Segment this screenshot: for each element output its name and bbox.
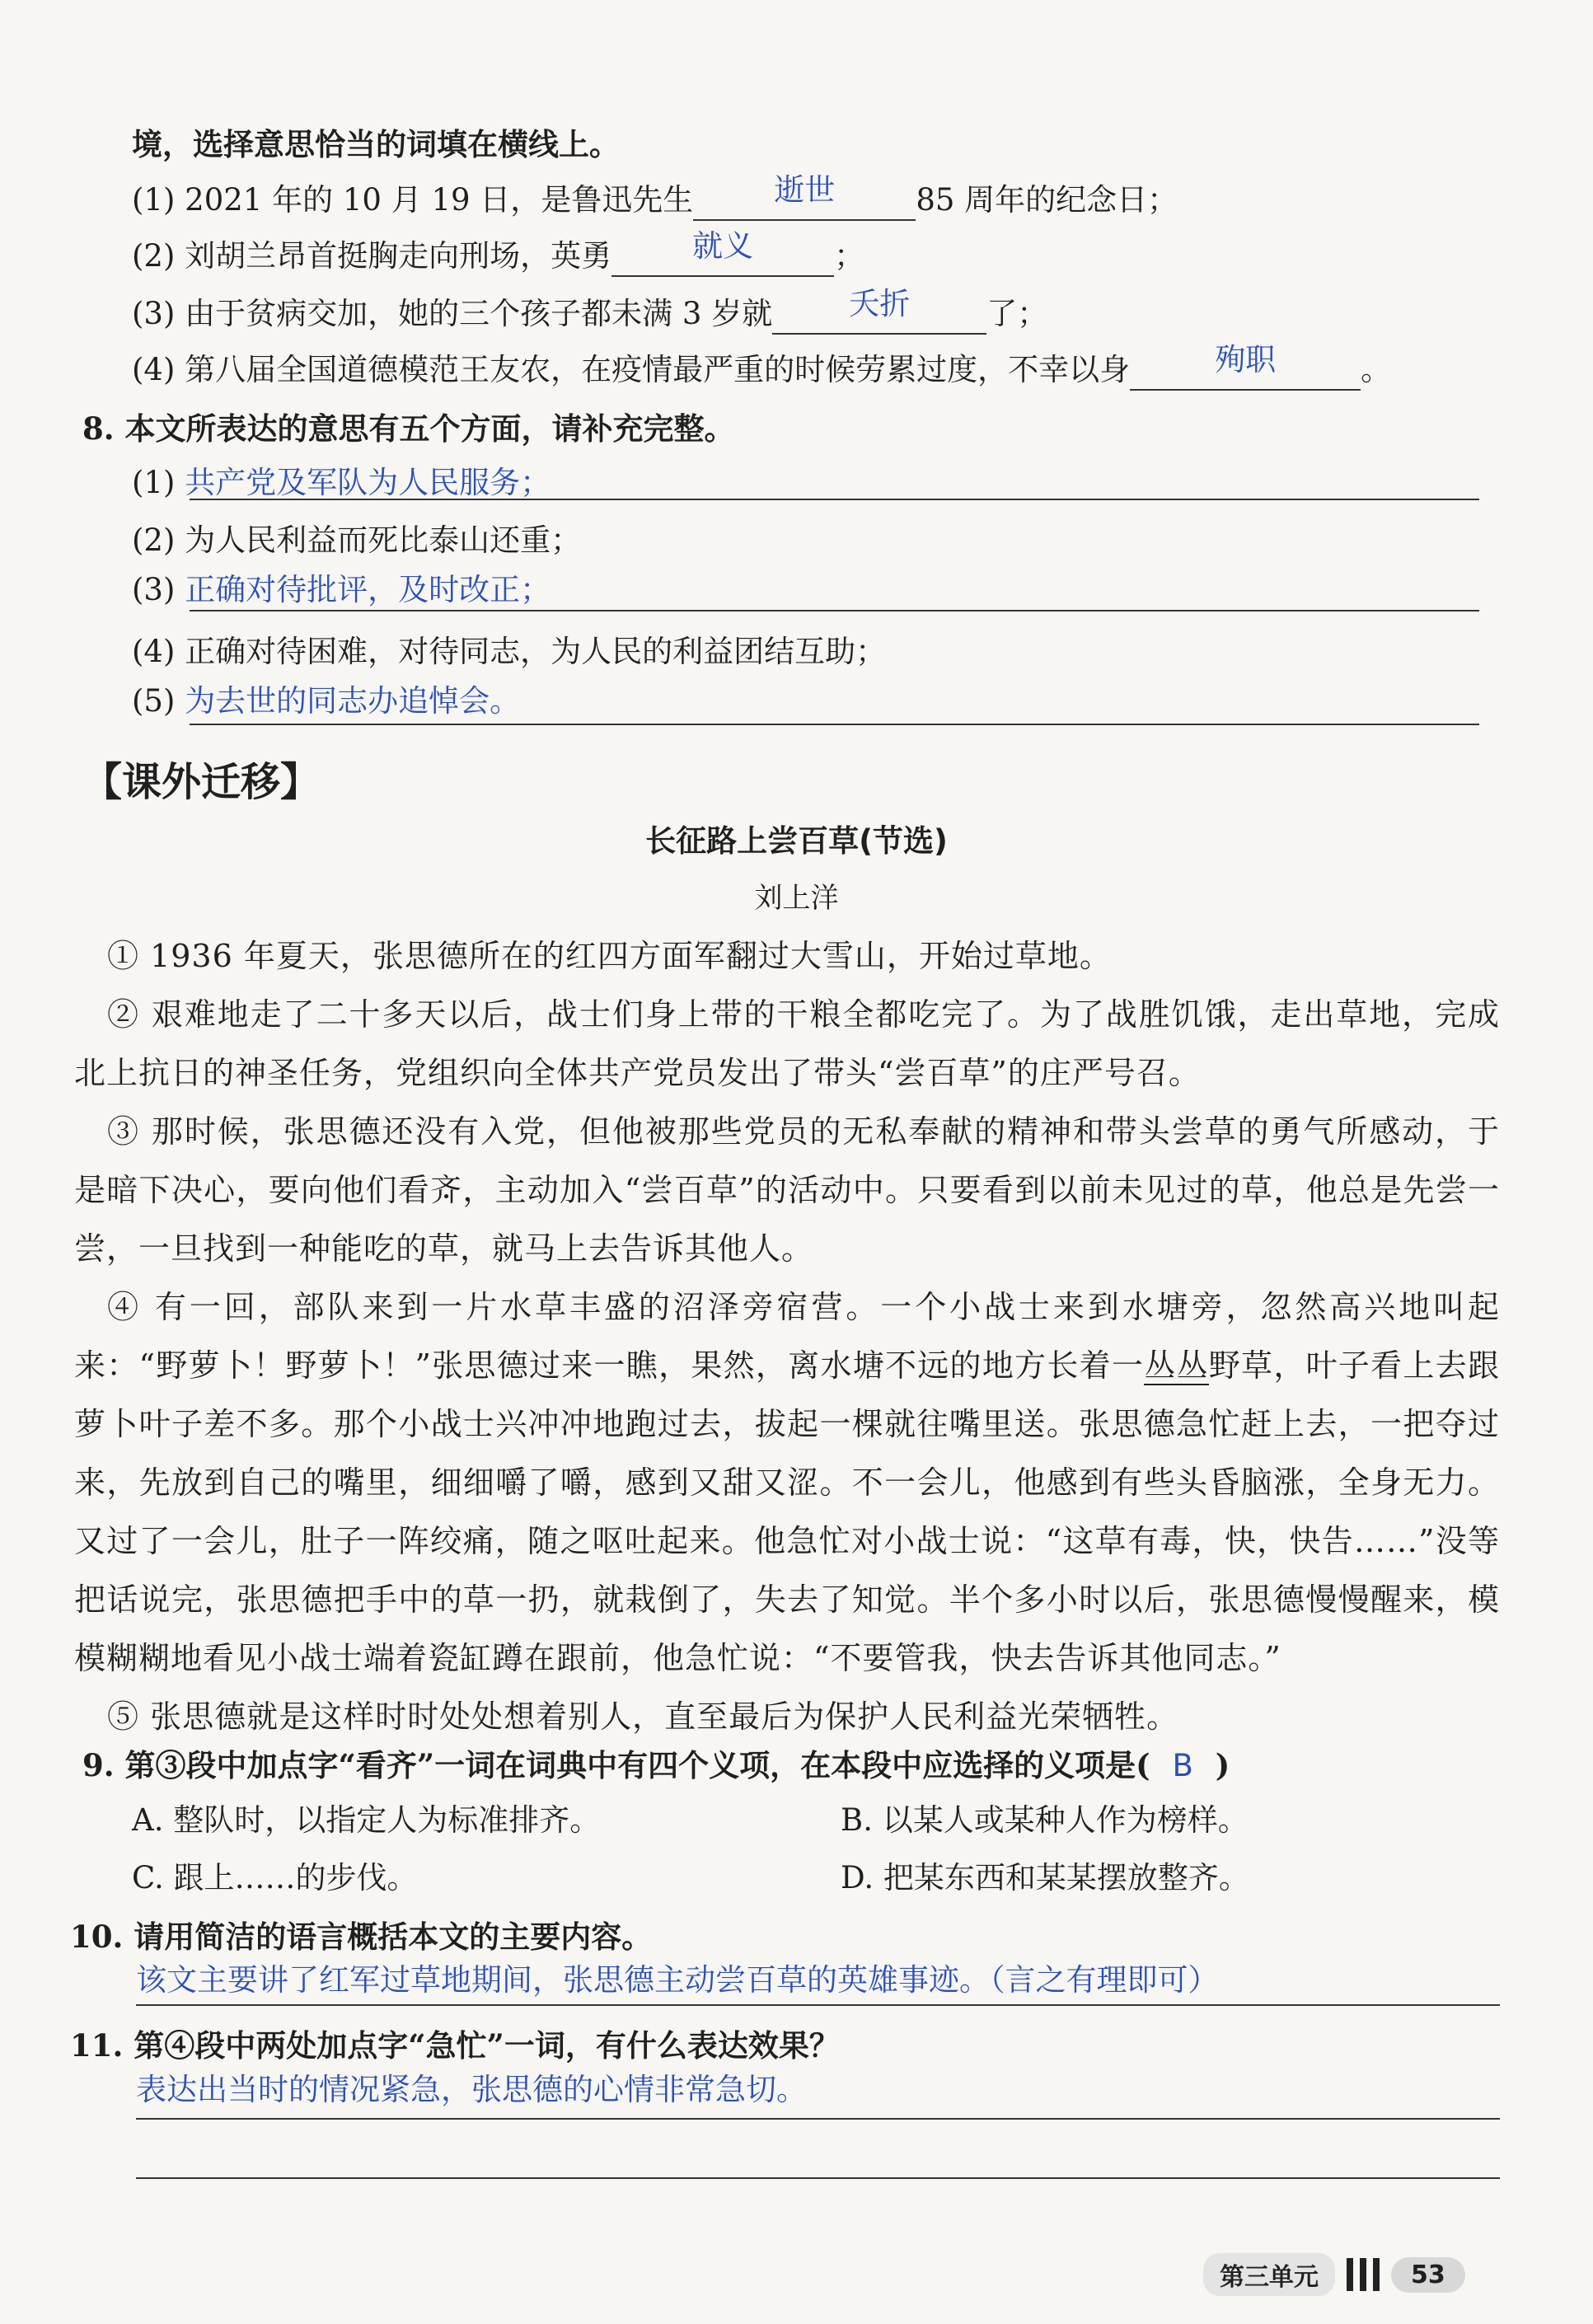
q9-text: 第③段中加点字“看齐”一词在词典中有四个义项，在本段中应选择的义项是(: [124, 1747, 1150, 1783]
q8-number: 8.: [82, 410, 115, 447]
p4-part-d: 对小战士说：“这草有毒，快，快告……”没等把话说完，张思德把手中的草一扔，就栽倒了，失去了知觉。半个多小时以后，张思德慢慢醒来，模模糊糊地看见小战士端着瓷缸蹲在跟前，他急忙说：“不要管我，快去告诉其他同志。”: [74, 1523, 1500, 1676]
q8-answer-line-3[interactable]: [190, 610, 1479, 611]
q7-blank-1[interactable]: [693, 172, 916, 221]
q9-close: ): [1215, 1747, 1230, 1783]
underlined-word: 丛丛: [1144, 1347, 1209, 1384]
q7-item-4-after: 。: [1361, 352, 1392, 387]
q8-answer-3: 正确对待批评，及时改正；: [185, 572, 551, 607]
q11-question: [70, 2021, 1593, 2065]
q7-answer-4: 殉职: [1215, 342, 1277, 377]
page-footer: [1203, 2254, 1465, 2295]
q8-text: 本文所表达的意思有五个方面，请补充完整。: [124, 410, 735, 447]
q7-item-1-after: 85 周年的纪念日；: [916, 182, 1178, 218]
q7-item-3-before: (3) 由于贫病交加，她的三个孩子都未满 3 岁就: [132, 296, 773, 331]
q9-option-b: B. 以某人或某种人作为榜样。: [841, 1802, 1249, 1838]
q7-item-3: [132, 288, 1593, 335]
q8-item-1: [132, 457, 1593, 502]
q7-item-1: [132, 172, 1593, 221]
q7-item-4-before: (4) 第八届全国道德模范王友农，在疫情最严重的时候劳累过度，不幸以身: [132, 352, 1131, 387]
q7-intro: 境，选择意思恰当的词填在横线上。: [132, 126, 620, 162]
q9-option-a: A. 整队时，以指定人为标准排齐。: [132, 1802, 601, 1838]
p4-part-c: 赶上去，一把夺过来，先放到自己的嘴里，细细嚼了嚼，感到又甜又涩。不一会儿，他感到有些头昏脑涨，全身无力。又过了一会儿，肚子一阵绞痛，随之呕吐起来。他: [74, 1406, 1500, 1559]
q8-answer-1: 共产党及军队为人民服务；: [185, 465, 551, 500]
p3-part-a: ③ 那时候，张思德还没有入党，但他被那些党员的无私奉献的精神和带头尝草的勇气所感动，于是暗下决心，要向他们: [74, 1113, 1500, 1208]
q11-answer-line-1[interactable]: [136, 2118, 1500, 2120]
q8-item-5-label: (5): [132, 683, 176, 719]
q7-item-2-after: ；: [834, 238, 865, 274]
q7-item-4: [132, 344, 1593, 391]
q7-item-3-after: 了；: [986, 296, 1048, 331]
q8-item-1-label: (1): [132, 465, 176, 500]
passage-paragraph-5: ⑤ 张思德就是这样时时处处想着别人，直至最后为保护人民利益光荣牺牲。: [107, 1698, 1179, 1735]
q8-answer-line-1[interactable]: [190, 499, 1479, 500]
q7-item-1-before: (1) 2021 年的 10 月 19 日，是鲁迅先生: [132, 182, 694, 218]
q11-answer: 表达出当时的情况紧急，张思德的心情非常急切。: [136, 2072, 807, 2107]
q7-answer-2: 就义: [692, 228, 754, 264]
dotted-word-jimang-2: 急忙 •: [786, 1523, 851, 1559]
q7-answer-1: 逝世: [774, 172, 836, 208]
q9-answer[interactable]: B: [1172, 1748, 1193, 1783]
q7-item-2-before: (2) 刘胡兰昂首挺胸走向刑场，英勇: [132, 238, 612, 274]
q10-question: [70, 1912, 1593, 1956]
q7-item-2: [132, 228, 1593, 277]
passage-title: 长征路上尝百草(节选): [645, 823, 948, 859]
q8-item-3-label: (3): [132, 572, 176, 607]
p4-part-b: 野草，叶子看上去跟萝卜叶子差不多。那个小战士兴冲冲地跑过去，拔起一棵就往嘴里送。张思德: [74, 1347, 1500, 1442]
q8-item-4-text: 正确对待困难，对待同志，为人民的利益团结互助；: [185, 634, 887, 669]
q10-answer: 该文主要讲了红军过草地期间，张思德主动尝百草的英雄事迹。（言之有理即可）: [136, 1962, 1219, 1998]
q8-item-4-label: (4): [132, 634, 176, 669]
q11-number: 11.: [70, 2027, 124, 2064]
q8-item-3: [132, 565, 1593, 609]
q8-item-5: [132, 676, 1593, 720]
q8-answer-line-5[interactable]: [190, 724, 1479, 725]
passage-paragraph-1: ① 1936 年夏天，张思德所在的红四方面军翻过大雪山，开始过草地。: [107, 938, 1112, 974]
q9-option-c: C. 跟上……的步伐。: [132, 1860, 418, 1895]
q10-text: 请用简洁的语言概括本文的主要内容。: [134, 1919, 653, 1955]
q8-item-2: [132, 515, 1593, 560]
page-number: 53: [1391, 2257, 1465, 2293]
q9-question: [82, 1741, 1593, 1785]
section-title: 【课外迁移】: [82, 759, 321, 805]
q9-number: 9.: [82, 1747, 115, 1783]
dotted-word-jimang-1: 急忙 •: [1176, 1406, 1241, 1442]
q7-blank-3[interactable]: [772, 288, 986, 335]
q7-blank-2[interactable]: [611, 228, 834, 277]
passage-paragraph-4: [74, 1278, 1500, 1688]
q8-item-4: [132, 626, 1593, 671]
q10-answer-line[interactable]: [136, 2004, 1500, 2006]
passage-body: [74, 927, 1500, 1746]
passage-author: 刘上洋: [754, 882, 839, 915]
p4-part-a: ④ 有一回，部队来到一片水草丰盛的沼泽旁宿营。一个小战士来到水塘旁，忽然高兴地叫起来：“野萝卜！野萝卜！”张思德过来一瞧，果然，离水塘不远的地方长着一: [74, 1289, 1500, 1384]
footer-bars-icon: [1347, 2258, 1380, 2291]
q10-number: 10.: [70, 1919, 124, 1955]
q7-blank-4[interactable]: [1130, 344, 1361, 391]
q8-item-2-text: 为人民利益而死比泰山还重；: [185, 522, 582, 558]
q9-option-d: D. 把某东西和某某摆放整齐。: [841, 1860, 1249, 1895]
dotted-word-kanqi: 看齐 •: [398, 1172, 463, 1208]
q11-text: 第④段中两处加点字“急忙”一词，有什么表达效果？: [134, 2027, 840, 2064]
passage-paragraph-3: [74, 1103, 1500, 1278]
q7-answer-3: 夭折: [849, 286, 911, 321]
q8-question: [82, 404, 1593, 448]
p3-part-b: ，主动加入“尝百草”的活动中。只要看到以前未见过的草，他总是先尝一尝，一旦找到一种能吃的草，就马上去告诉其他人。: [74, 1172, 1500, 1267]
q11-answer-line-2[interactable]: [136, 2177, 1500, 2179]
q8-item-2-label: (2): [132, 522, 176, 558]
passage-paragraph-2: ② 艰难地走了二十多天以后，战士们身上带的干粮全都吃完了。为了战胜饥饿，走出草地，完成北上抗日的神圣任务，党组织向全体共产党员发出了带头“尝百草”的庄严号召。: [74, 996, 1500, 1091]
q8-answer-5: 为去世的同志办追悼会。: [185, 683, 521, 719]
unit-label: 第三单元: [1203, 2253, 1335, 2296]
